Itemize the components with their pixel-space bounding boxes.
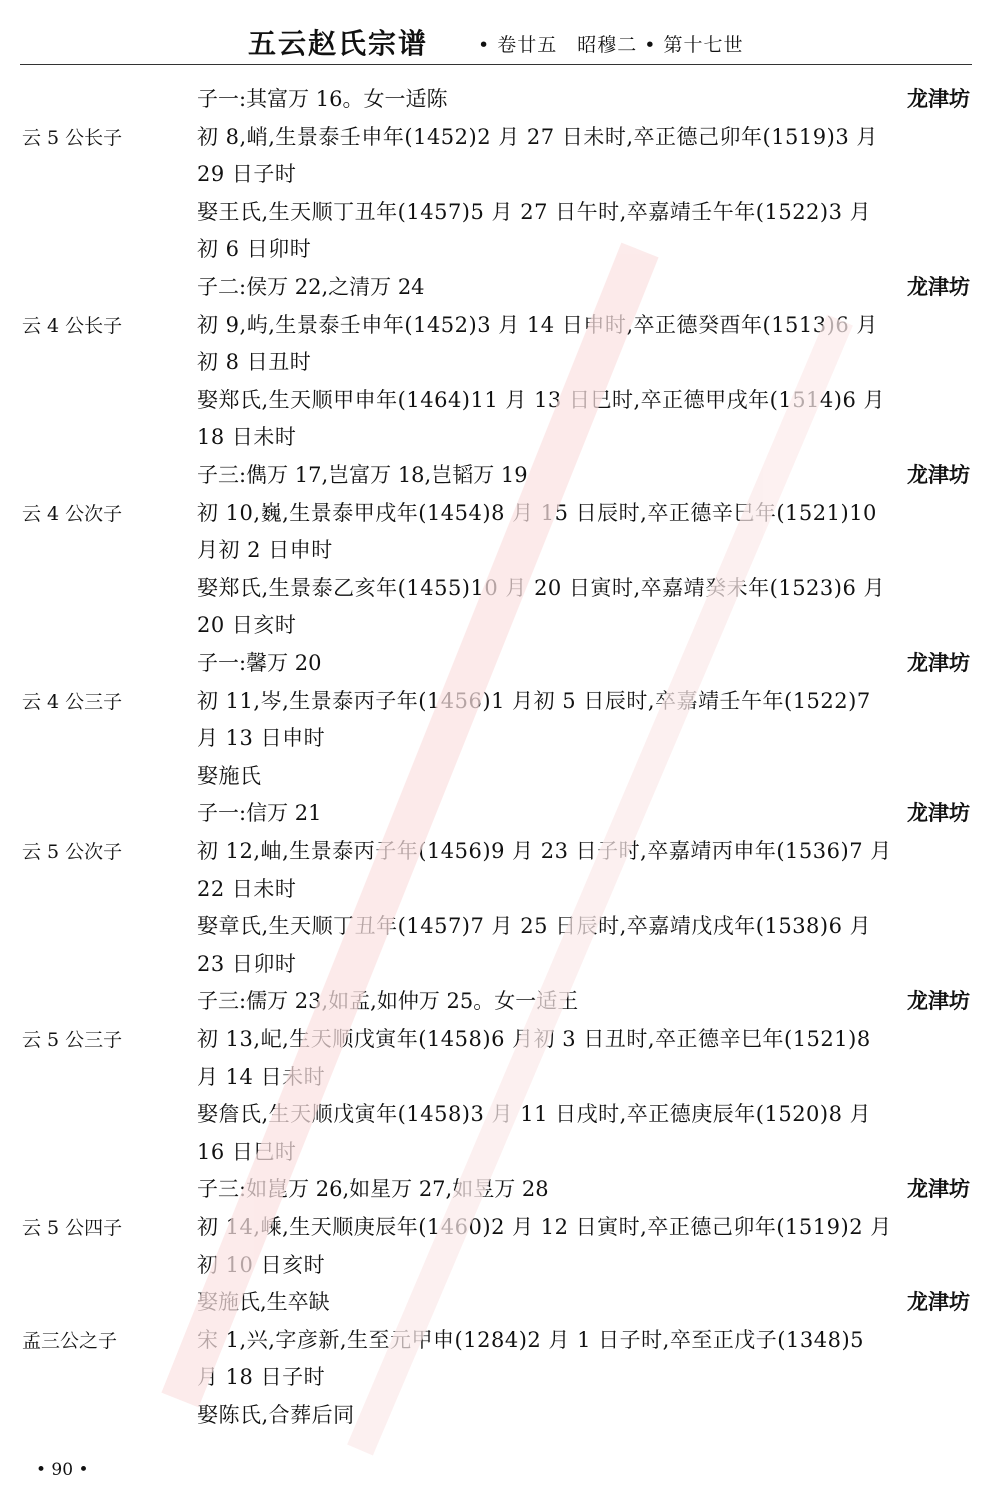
entry-text-line: 娶詹氏,生天顺戊寅年(1458)3 月 11 日戌时,卒正德庚辰年(1520)8 月 — [197, 1102, 872, 1127]
relation-label: 云 5 公四子 — [22, 1217, 123, 1239]
entry-text-line: 初 10,巍,生景泰甲戌年(1454)8 月 15 日辰时,卒正德辛巳年(1521)10 — [197, 500, 877, 525]
entry-text-line: 初 12,岫,生景泰丙子年(1456)9 月 23 日子时,卒嘉靖丙申年(1536)7 月 — [197, 839, 892, 863]
relation-label: 云 5 公长子 — [22, 126, 123, 149]
entry-text-line: 宋 1,兴,字彦新,生至元甲申(1284)2 月 1 日子时,卒至正戊子(1348)5 — [197, 1327, 865, 1352]
entry-text-line: 初 11,岑,生景泰丙子年(1456)1 月初 5 日辰时,卒嘉靖壬午年(1522)7 — [197, 688, 871, 713]
genealogy-title: 五云赵氏宗谱 — [248, 27, 429, 60]
entry-text-line: 月初 2 日申时 — [197, 538, 333, 563]
residence-label: 龙津坊 — [907, 988, 970, 1014]
entry-text-line: 娶王氏,生天顺丁丑年(1457)5 月 27 日午时,卒嘉靖壬午年(1522)3 月 — [197, 199, 872, 224]
sons-line: 子三:儁万 17,岂富万 18,岂韬万 19 — [197, 463, 528, 487]
residence-label: 龙津坊 — [907, 1176, 970, 1202]
sons-line: 子一:信万 21 — [197, 801, 322, 826]
residence-label: 龙津坊 — [907, 650, 970, 675]
entry-text-line: 月 14 日未时 — [197, 1064, 326, 1089]
entry-text-line: 初 6 日卯时 — [197, 237, 312, 262]
residence-label: 龙津坊 — [907, 86, 970, 111]
entry-text-line: 初 8 日丑时 — [197, 350, 312, 375]
entry-text-line: 娶施氏 — [197, 763, 262, 788]
sons-line: 子一:馨万 20 — [197, 651, 322, 675]
entry-text-line: 娶郑氏,生天顺甲申年(1464)11 月 13 日巳时,卒正德甲戌年(1514)6 月 — [197, 387, 886, 412]
page-number: • 90 • — [36, 1460, 89, 1480]
entry-text-line: 初 10 日亥时 — [197, 1252, 326, 1277]
relation-label: 云 4 公三子 — [22, 690, 123, 713]
entry-text-line: 初 14,嵊,生天顺庚辰年(1460)2 月 12 日寅时,卒正德己卯年(1519)2 月 — [197, 1215, 892, 1239]
relation-label: 云 4 公长子 — [22, 314, 123, 337]
relation-label: 云 5 公三子 — [22, 1029, 123, 1051]
entry-text-line: 22 日未时 — [197, 876, 297, 901]
entry-text-line: 18 日未时 — [197, 425, 297, 450]
entry-text-line: 23 日卯时 — [197, 951, 297, 976]
residence-label: 龙津坊 — [907, 1289, 970, 1315]
residence-label: 龙津坊 — [907, 274, 970, 299]
header-rule — [20, 64, 972, 65]
entry-text-line: 月 13 日申时 — [197, 726, 326, 751]
entry-text-line: 月 18 日子时 — [197, 1365, 326, 1390]
relation-label: 云 5 公次子 — [22, 841, 123, 863]
page-header — [0, 22, 992, 62]
entry-text-line: 娶陈氏,合葬后同 — [197, 1403, 355, 1427]
relation-label: 云 4 公次子 — [22, 502, 123, 525]
entry-text-line: 初 9,屿,生景泰壬申年(1452)3 月 14 日申时,卒正德癸酉年(1513)6 月 — [197, 312, 878, 337]
sons-line: 子三:儒万 23,如孟,如仲万 25。女一适王 — [197, 989, 579, 1014]
sons-line: 娶施氏,生卒缺 — [197, 1290, 330, 1315]
entry-text-line: 初 13,屺,生天顺戊寅年(1458)6 月初 3 日丑时,卒正德辛巳年(1521)8 — [197, 1027, 871, 1051]
residence-label: 龙津坊 — [907, 462, 970, 487]
entry-text-line: 娶章氏,生天顺丁丑年(1457)7 月 25 日辰时,卒嘉靖戊戌年(1538)6 月 — [197, 914, 872, 939]
sons-line: 子二:侯万 22,之清万 24 — [197, 275, 425, 299]
sons-line: 子三:如崑万 26,如星万 27,如昱万 28 — [197, 1177, 549, 1202]
entry-text-line: 20 日亥时 — [197, 613, 297, 638]
entry-text-line: 29 日子时 — [197, 162, 297, 187]
relation-label: 孟三公之子 — [22, 1329, 118, 1352]
entry-text-line: 16 日巳时 — [197, 1139, 297, 1164]
entry-text-line: 初 8,峭,生景泰壬申年(1452)2 月 27 日未时,卒正德己卯年(1519)3 月 — [197, 124, 878, 149]
residence-label: 龙津坊 — [907, 800, 970, 826]
entry-text-line: 娶郑氏,生景泰乙亥年(1455)10 月 20 日寅时,卒嘉靖癸未年(1523)6 月 — [197, 575, 886, 600]
volume-subtitle: • 卷廿五 昭穆二 • 第十七世 — [478, 34, 744, 56]
sons-line: 子一:其富万 16。女一适陈 — [197, 87, 448, 111]
